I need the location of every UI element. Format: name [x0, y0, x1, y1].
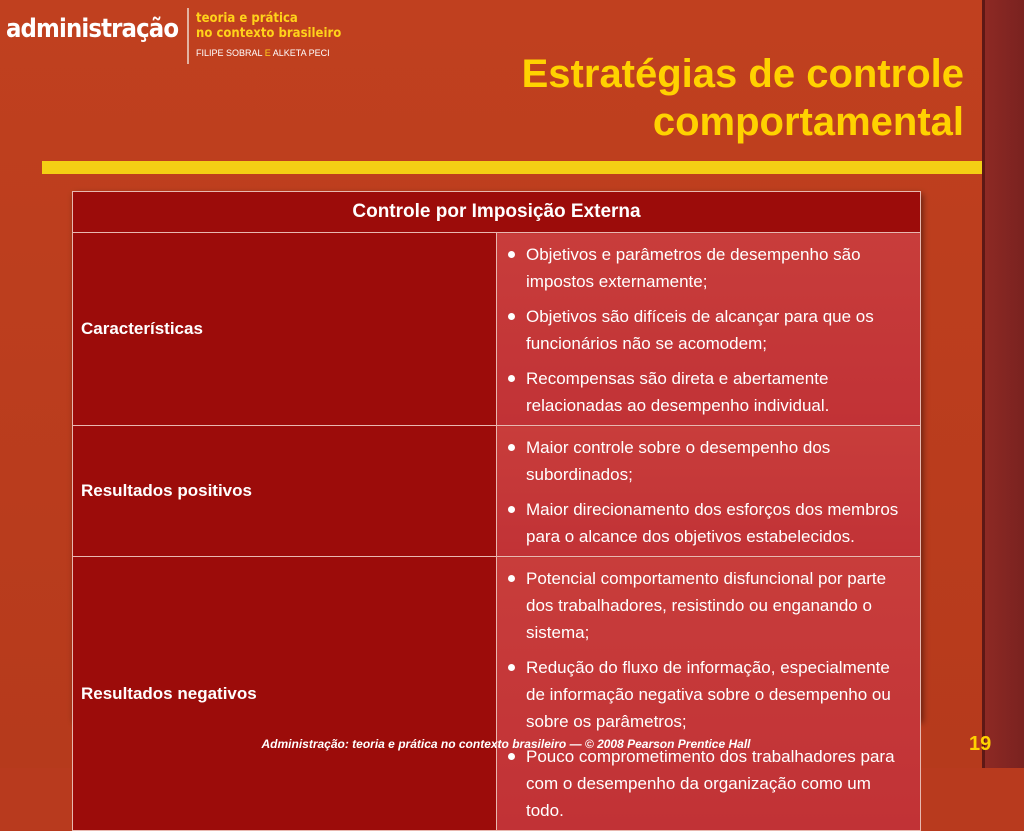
list-item-text: Redução do fluxo de informação, especialmente de informação negativa sobre o desempenho ou sobre os parâmetros; — [526, 658, 891, 731]
row-content — [497, 233, 921, 426]
list-item-text: Potencial comportamento disfuncional por parte dos trabalhadores, resistindo ou enganando o sistema; — [526, 569, 887, 642]
bullet-icon — [508, 313, 515, 320]
logo-author-1: FILIPE SOBRAL — [196, 48, 263, 58]
bullet-icon — [508, 664, 515, 671]
bullet-icon — [508, 444, 515, 451]
bullet-icon — [508, 251, 515, 258]
logo-author-2: ALKETA PECI — [272, 48, 330, 58]
row-label: Resultados negativos — [73, 557, 497, 831]
list-item-text: Maior controle sobre o desempenho dos subordinados; — [526, 438, 831, 484]
bullet-list — [505, 565, 908, 824]
slide-title-line1: Estratégias de controle — [521, 52, 964, 96]
slide-title — [364, 50, 964, 146]
bullet-list — [505, 241, 908, 419]
logo-author-joiner: E — [264, 48, 271, 58]
logo-subtitle-line1: teoria e prática — [196, 11, 298, 26]
logo-authors — [196, 48, 330, 58]
bullet-icon — [508, 753, 515, 760]
list-item-text: Objetivos e parâmetros de desempenho são impostos externamente; — [526, 245, 861, 291]
list-item-text: Objetivos são difíceis de alcançar para que os funcionários não se acomodem; — [526, 307, 874, 353]
slide-side-band-edge — [982, 0, 985, 768]
row-content — [497, 426, 921, 557]
row-label: Resultados positivos — [73, 426, 497, 557]
logo-main-text: administração — [6, 14, 179, 44]
list-item — [505, 743, 908, 824]
slide-title-line2: comportamental — [652, 100, 964, 144]
slide-side-band — [982, 0, 1024, 768]
row-label: Características — [73, 233, 497, 426]
row-content — [497, 557, 921, 831]
slide-footer: Administração: teoria e prática no contexto brasileiro — © 2008 Pearson Prentice Hall — [261, 737, 751, 751]
list-item — [505, 241, 908, 295]
table-row — [73, 426, 921, 557]
table-header: Controle por Imposição Externa — [73, 192, 921, 233]
control-table — [72, 191, 921, 831]
bullet-icon — [508, 375, 515, 382]
list-item — [505, 496, 908, 550]
list-item — [505, 365, 908, 419]
logo-subtitle-line2: no contexto brasileiro — [196, 26, 342, 41]
table-row — [73, 557, 921, 831]
table-header-row — [73, 192, 921, 233]
list-item-text: Recompensas são direta e abertamente relacionadas ao desempenho individual. — [526, 369, 830, 415]
page-number: 19 — [969, 733, 992, 755]
title-underline-bar — [42, 161, 982, 174]
list-item-text: Maior direcionamento dos esforços dos membros para o alcance dos objetivos estabelecidos. — [526, 500, 899, 546]
bullet-icon — [508, 506, 515, 513]
bullet-list — [505, 434, 908, 550]
bullet-icon — [508, 575, 515, 582]
list-item — [505, 434, 908, 488]
list-item — [505, 654, 908, 735]
list-item — [505, 565, 908, 646]
table-row — [73, 233, 921, 426]
list-item-text: Pouco comprometimento dos trabalhadores para com o desempenho da organização como um todo. — [526, 747, 895, 820]
list-item — [505, 303, 908, 357]
logo-divider — [187, 8, 189, 64]
